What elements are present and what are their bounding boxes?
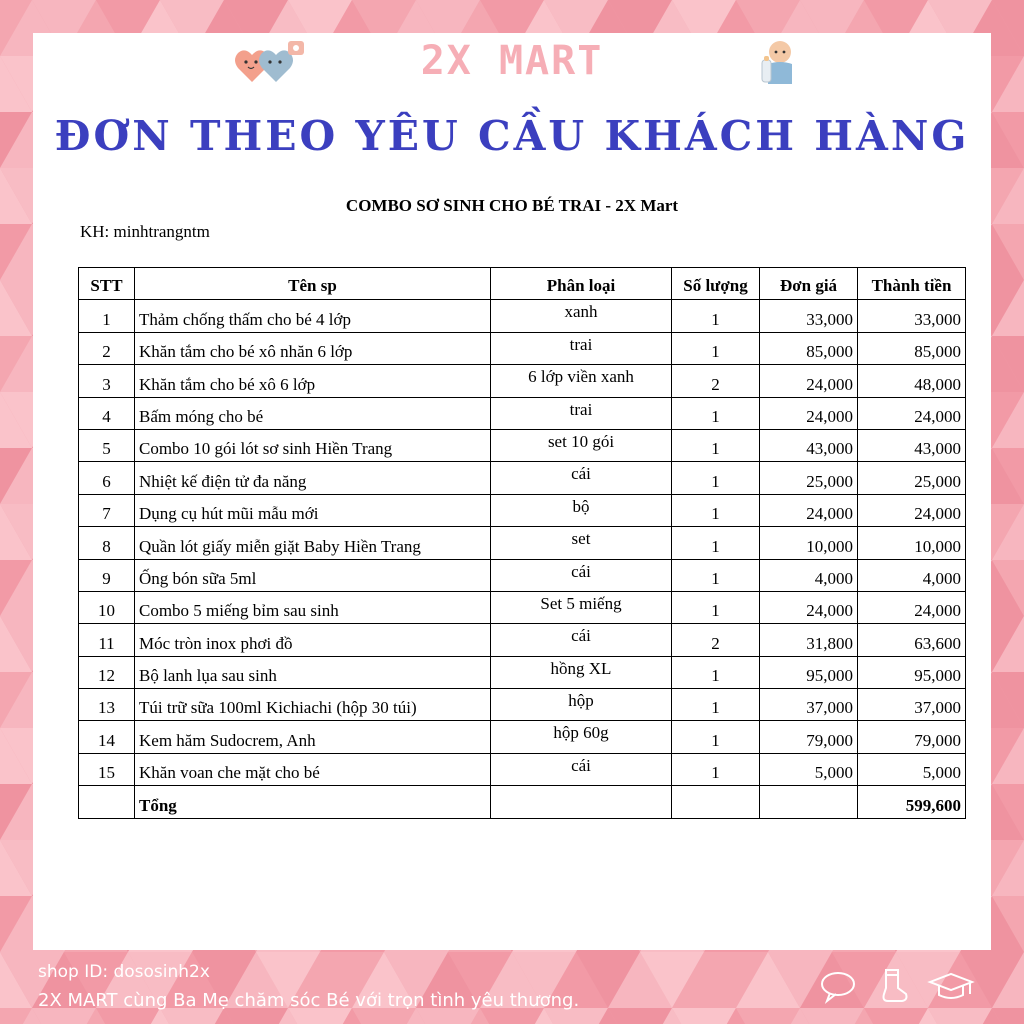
row-quantity: 1 bbox=[672, 656, 760, 688]
row-stt: 12 bbox=[79, 656, 135, 688]
row-product-name: Túi trữ sữa 100ml Kichiachi (hộp 30 túi) bbox=[135, 689, 491, 721]
table-row bbox=[79, 591, 966, 623]
row-category: cái bbox=[491, 753, 672, 785]
row-unit-price: 37,000 bbox=[760, 689, 858, 721]
row-product-name: Thảm chống thấm cho bé 4 lớp bbox=[135, 300, 491, 332]
row-stt: 11 bbox=[79, 624, 135, 656]
row-quantity: 1 bbox=[672, 591, 760, 623]
row-category: set bbox=[491, 527, 672, 559]
row-stt: 1 bbox=[79, 300, 135, 332]
row-category: trai bbox=[491, 397, 672, 429]
row-unit-price: 79,000 bbox=[760, 721, 858, 753]
row-stt: 15 bbox=[79, 753, 135, 785]
total-empty-cell bbox=[79, 786, 135, 818]
row-product-name: Khăn tắm cho bé xô 6 lớp bbox=[135, 365, 491, 397]
row-line-total: 4,000 bbox=[858, 559, 966, 591]
row-line-total: 33,000 bbox=[858, 300, 966, 332]
row-product-name: Nhiệt kế điện tử đa năng bbox=[135, 462, 491, 494]
table-row bbox=[79, 365, 966, 397]
column-header-unit-price: Đơn giá bbox=[760, 268, 858, 300]
row-quantity: 1 bbox=[672, 462, 760, 494]
shop-id: shop ID: dososinh2x bbox=[38, 962, 210, 982]
row-unit-price: 25,000 bbox=[760, 462, 858, 494]
row-category: cái bbox=[491, 559, 672, 591]
row-unit-price: 10,000 bbox=[760, 527, 858, 559]
row-line-total: 63,600 bbox=[858, 624, 966, 656]
row-category: hồng XL bbox=[491, 656, 672, 688]
row-quantity: 1 bbox=[672, 559, 760, 591]
row-stt: 14 bbox=[79, 721, 135, 753]
speech-bubble-icon bbox=[818, 970, 858, 1004]
total-empty-cell bbox=[672, 786, 760, 818]
row-category: bộ bbox=[491, 494, 672, 526]
row-quantity: 1 bbox=[672, 494, 760, 526]
row-stt: 3 bbox=[79, 365, 135, 397]
row-stt: 9 bbox=[79, 559, 135, 591]
row-product-name: Bấm móng cho bé bbox=[135, 397, 491, 429]
row-quantity: 1 bbox=[672, 332, 760, 364]
table-body bbox=[79, 300, 966, 786]
row-quantity: 1 bbox=[672, 527, 760, 559]
row-line-total: 5,000 bbox=[858, 753, 966, 785]
footer-slogan: 2X MART cùng Ba Mẹ chăm sóc Bé với trọn tình yêu thương. bbox=[38, 990, 580, 1011]
row-product-name: Bộ lanh lụa sau sinh bbox=[135, 656, 491, 688]
graduation-cap-icon bbox=[926, 970, 976, 1004]
total-empty-cell bbox=[760, 786, 858, 818]
row-stt: 8 bbox=[79, 527, 135, 559]
column-header-category: Phân loại bbox=[491, 268, 672, 300]
row-unit-price: 24,000 bbox=[760, 494, 858, 526]
row-line-total: 25,000 bbox=[858, 462, 966, 494]
table-row bbox=[79, 429, 966, 461]
row-stt: 13 bbox=[79, 689, 135, 721]
row-quantity: 1 bbox=[672, 689, 760, 721]
row-line-total: 10,000 bbox=[858, 527, 966, 559]
column-header-quantity: Số lượng bbox=[672, 268, 760, 300]
row-product-name: Combo 10 gói lót sơ sinh Hiền Trang bbox=[135, 429, 491, 461]
row-line-total: 48,000 bbox=[858, 365, 966, 397]
row-product-name: Khăn voan che mặt cho bé bbox=[135, 753, 491, 785]
row-category: hộp bbox=[491, 689, 672, 721]
table-row bbox=[79, 624, 966, 656]
row-unit-price: 24,000 bbox=[760, 591, 858, 623]
order-subtitle: COMBO SƠ SINH CHO BÉ TRAI - 2X Mart bbox=[345, 196, 679, 215]
row-quantity: 1 bbox=[672, 300, 760, 332]
row-category: cái bbox=[491, 624, 672, 656]
row-quantity: 1 bbox=[672, 397, 760, 429]
column-header-line-total: Thành tiền bbox=[858, 268, 966, 300]
row-quantity: 2 bbox=[672, 365, 760, 397]
row-quantity: 1 bbox=[672, 721, 760, 753]
page-title: ĐƠN THEO YÊU CẦU KHÁCH HÀNG bbox=[54, 112, 970, 160]
table-row bbox=[79, 559, 966, 591]
row-quantity: 2 bbox=[672, 624, 760, 656]
row-stt: 4 bbox=[79, 397, 135, 429]
row-unit-price: 24,000 bbox=[760, 397, 858, 429]
row-unit-price: 95,000 bbox=[760, 656, 858, 688]
row-product-name: Ống bón sữa 5ml bbox=[135, 559, 491, 591]
row-category: set 10 gói bbox=[491, 429, 672, 461]
row-line-total: 24,000 bbox=[858, 591, 966, 623]
row-product-name: Móc tròn inox phơi đồ bbox=[135, 624, 491, 656]
table-row bbox=[79, 753, 966, 785]
order-table bbox=[78, 267, 966, 819]
customer-label: KH: minhtrangntm bbox=[80, 222, 210, 241]
row-stt: 2 bbox=[79, 332, 135, 364]
row-product-name: Khăn tắm cho bé xô nhăn 6 lớp bbox=[135, 332, 491, 364]
row-unit-price: 5,000 bbox=[760, 753, 858, 785]
row-category: cái bbox=[491, 462, 672, 494]
row-category: xanh bbox=[491, 300, 672, 332]
row-stt: 10 bbox=[79, 591, 135, 623]
row-product-name: Dụng cụ hút mũi mẫu mới bbox=[135, 494, 491, 526]
row-line-total: 37,000 bbox=[858, 689, 966, 721]
table-row bbox=[79, 656, 966, 688]
table-header-row bbox=[79, 268, 966, 300]
row-category: hộp 60g bbox=[491, 721, 672, 753]
row-line-total: 79,000 bbox=[858, 721, 966, 753]
table-row bbox=[79, 527, 966, 559]
row-stt: 7 bbox=[79, 494, 135, 526]
row-unit-price: 33,000 bbox=[760, 300, 858, 332]
row-stt: 6 bbox=[79, 462, 135, 494]
row-unit-price: 85,000 bbox=[760, 332, 858, 364]
row-category: 6 lớp viền xanh bbox=[491, 365, 672, 397]
table-row bbox=[79, 300, 966, 332]
row-stt: 5 bbox=[79, 429, 135, 461]
table-row bbox=[79, 494, 966, 526]
row-product-name: Combo 5 miếng bỉm sau sinh bbox=[135, 591, 491, 623]
row-product-name: Quần lót giấy miễn giặt Baby Hiền Trang bbox=[135, 527, 491, 559]
row-category: Set 5 miếng bbox=[491, 591, 672, 623]
row-quantity: 1 bbox=[672, 753, 760, 785]
table-row bbox=[79, 397, 966, 429]
sock-icon bbox=[872, 966, 912, 1006]
row-line-total: 85,000 bbox=[858, 332, 966, 364]
row-unit-price: 31,800 bbox=[760, 624, 858, 656]
row-line-total: 24,000 bbox=[858, 397, 966, 429]
total-value: 599,600 bbox=[858, 786, 966, 818]
table-row bbox=[79, 689, 966, 721]
total-empty-cell bbox=[491, 786, 672, 818]
total-label: Tổng bbox=[135, 786, 491, 818]
brand-name: 2X MART bbox=[420, 38, 604, 84]
row-quantity: 1 bbox=[672, 429, 760, 461]
table-row bbox=[79, 462, 966, 494]
table-row bbox=[79, 332, 966, 364]
total-row bbox=[79, 786, 966, 818]
row-unit-price: 4,000 bbox=[760, 559, 858, 591]
table-row bbox=[79, 721, 966, 753]
row-line-total: 95,000 bbox=[858, 656, 966, 688]
row-line-total: 24,000 bbox=[858, 494, 966, 526]
row-line-total: 43,000 bbox=[858, 429, 966, 461]
column-header-stt: STT bbox=[79, 268, 135, 300]
row-category: trai bbox=[491, 332, 672, 364]
column-header-name: Tên sp bbox=[135, 268, 491, 300]
row-product-name: Kem hăm Sudocrem, Anh bbox=[135, 721, 491, 753]
row-unit-price: 43,000 bbox=[760, 429, 858, 461]
row-unit-price: 24,000 bbox=[760, 365, 858, 397]
